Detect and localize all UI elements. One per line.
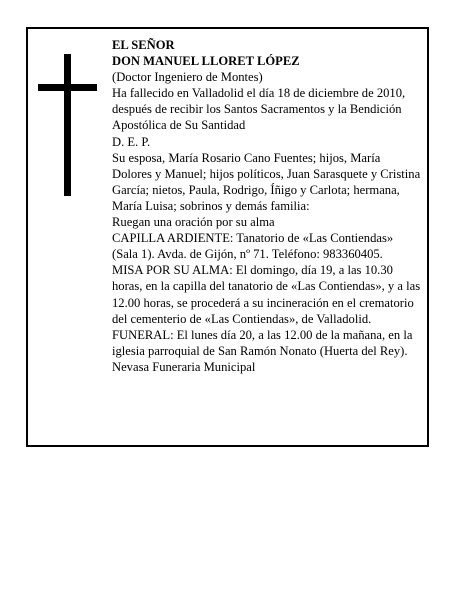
- prayer-request: Ruegan una oración por su alma: [112, 215, 275, 230]
- chapel-info: CAPILLA ARDIENTE: Tanatorio de «Las Contiendas» (Sala 1). Avda. de Gijón, nº 71. Teléfono: 983360405.: [112, 231, 394, 262]
- obituary-text: [112, 37, 422, 375]
- rip-line: D. E. P.: [112, 134, 151, 149]
- death-statement: Ha fallecido en Valladolid el día 18 de diciembre de 2010, después de recibir los Santos Sacramentos y la Bendición Apostólica de Su Santidad: [112, 86, 406, 133]
- funeral-home: Nevasa Funeraria Municipal: [112, 359, 256, 374]
- mass-info: MISA POR SU ALMA: El domingo, día 19, a las 10.30 horas, en la capilla del tanatorio de «Las Contiendas», y a las 12.00 horas, se procederá a su incineración en el crematorio del cementerio de «Las Contiendas», de Valladolid.: [112, 263, 421, 326]
- cross-icon: [64, 54, 71, 196]
- deceased-name: DON MANUEL LLORET LÓPEZ: [112, 54, 300, 69]
- family-list: Su esposa, María Rosario Cano Fuentes; hijos, María Dolores y Manuel; hijos políticos, Juan Sarasquete y Cristina García; nietos, Paula, Rodrigo, Íñigo y Carlota; hermana, María Luisa; sobrinos y demás familia:: [112, 150, 421, 213]
- funeral-info: FUNERAL: El lunes día 20, a las 12.00 de la mañana, en la iglesia parroquial de San Ramón Nonato (Huerta del Rey).: [112, 327, 413, 358]
- cross-icon-bar: [38, 84, 97, 91]
- deceased-title: EL SEÑOR: [112, 38, 175, 52]
- deceased-profession: (Doctor Ingeniero de Montes): [112, 70, 263, 85]
